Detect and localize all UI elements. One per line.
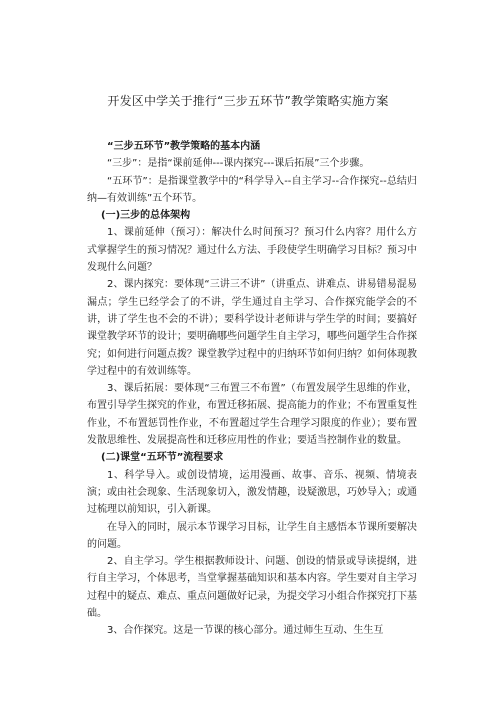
paragraph: 1、课前延伸（预习）：解决什么时间预习？预习什么内容？用什么方式掌握学生的预习情况？通过什么方法、手段使学生明确学习目标？预习中发现什么问题？	[87, 227, 417, 274]
paragraph: 1、科学导入。或创设情境，运用漫画、故事、音乐、视频、情境表演；或由社会现象、生活现象切入，激发情趣，设疑激思，巧妙导入；或通过梳理以前知识，引入新课。	[87, 469, 417, 516]
paragraph: 3、合作探究。这是一节课的核心部分。通过师生互动、生生互	[107, 625, 384, 637]
subsection-heading: (一)三步的总体架构	[101, 210, 191, 222]
paragraph: 2、课内探究：要体现“三讲三不讲”（讲重点、讲难点、讲易错易混易漏点；学生已经学会了的不讲，学生通过自主学习、合作探究能学会的不讲，讲了学生也不会的不讲）；要科学设计老师讲与学生学的时间；要搞好课堂教学环节的设计；要明确哪些问题学生自主学习，哪些问题学生合作探究；如何进行问题点拨？课堂教学过程中的归纳环节如何归纳？如何体现教学过程中的有效训练等。	[87, 279, 417, 377]
subsection-heading: (二)课堂“五环节”流程要求	[101, 452, 224, 464]
paragraph: 在导入的同时，展示本节课学习目标，让学生自主感悟本节课所要解决的问题。	[87, 521, 417, 550]
document-title: 开发区中学关于推行“三步五环节”教学策略实施方案	[107, 94, 389, 108]
document-body	[87, 138, 417, 640]
paragraph: 3、课后拓展：要体现“三布置三不布置”（布置发展学生思维的作业，布置引导学生探究的作业，布置迁移拓展、提高能力的作业；不布置重复性作业，不布置惩罚性作业，不布置超过学生合理学习限度的作业）；要布置发散思维性、发展提高性和迁移应用性的作业；要适当控制作业的数量。	[87, 383, 417, 447]
paragraph: “三步”：是指“课前延伸---课内探究---课后拓展”三个步骤。	[107, 158, 370, 170]
paragraph: 2、自主学习。学生根据教师设计、问题、创设的情景或导读提纲，进行自主学习，个体思考，当堂掌握基础知识和基本内容。学生要对自主学习过程中的疑点、难点、重点问题做好记录，为提交学习小组合作探究打下基础。	[87, 556, 417, 620]
section-heading: “三步五环节”教学策略的基本内涵	[107, 141, 261, 152]
paragraph: “五环节”：是指课堂教学中的“科学导入--自主学习--合作探究--总结归纳—有效训练”五个环节。	[87, 175, 417, 204]
